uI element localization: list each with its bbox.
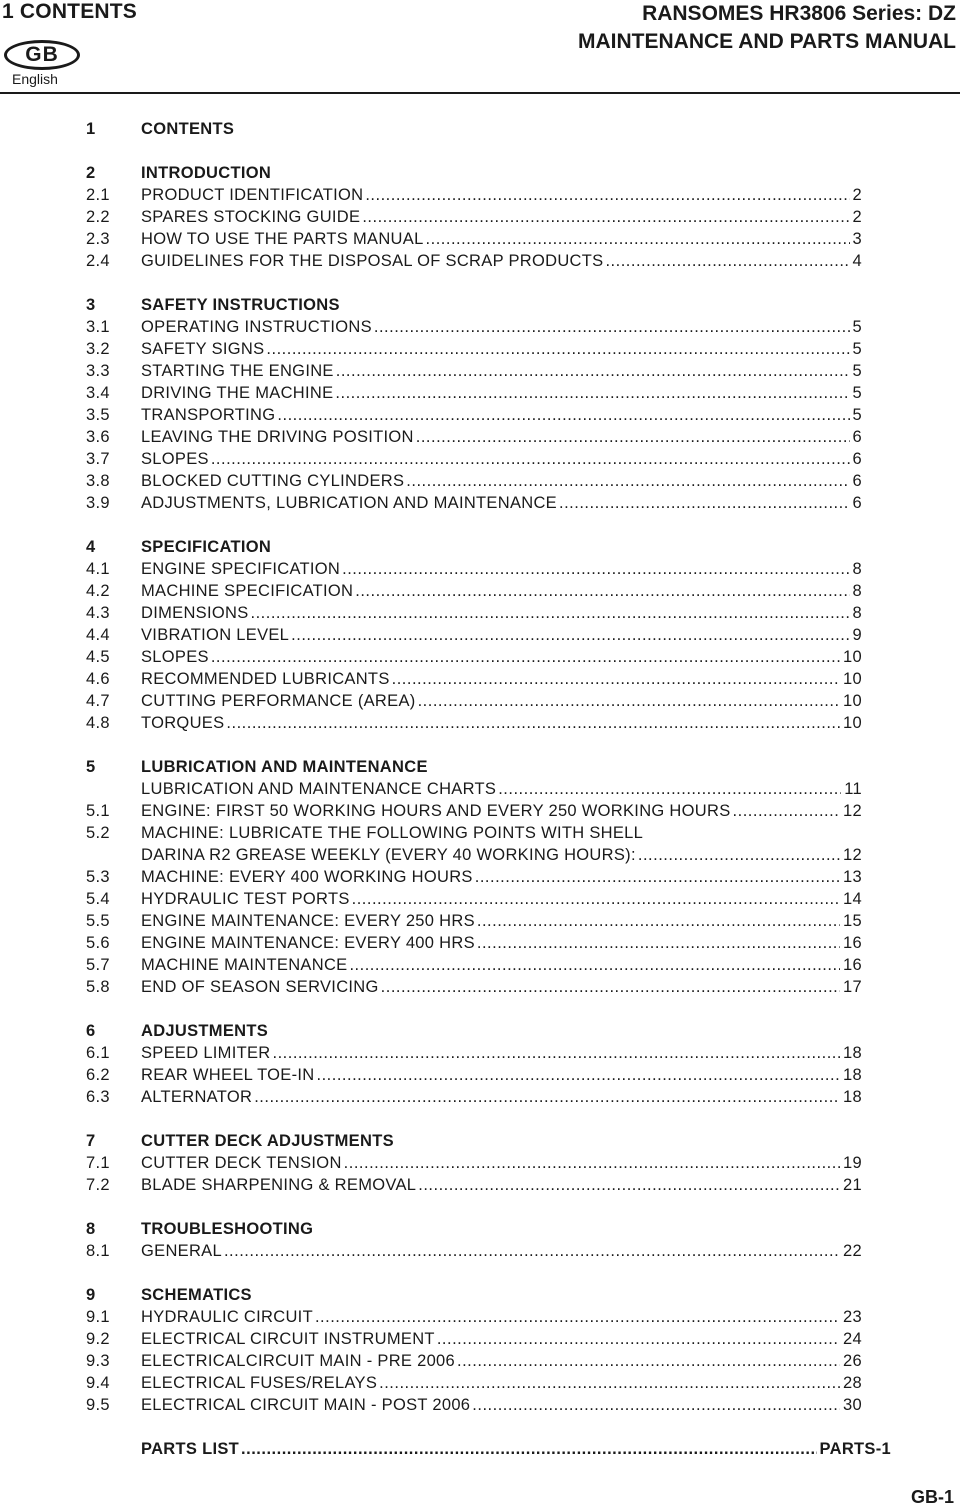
entry-number: 3.3 (86, 362, 110, 380)
section-number: 2 (86, 164, 96, 182)
entry-title: ELECTRICAL FUSES/RELAYS (141, 1374, 378, 1392)
toc-section-1[interactable] (0, 118, 960, 140)
entry-title: SAFETY SIGNS (141, 340, 265, 358)
dot-leader (365, 184, 849, 206)
section-title: SPECIFICATION (141, 538, 272, 556)
entry-title: HYDRAULIC CIRCUIT (141, 1308, 313, 1326)
dot-leader (437, 1328, 840, 1350)
entry-title: VIBRATION LEVEL (141, 626, 290, 644)
entry-number: 7.2 (86, 1176, 110, 1194)
entry-number: 6.1 (86, 1044, 110, 1062)
entry-title: BLADE SHARPENING & REMOVAL (141, 1176, 417, 1194)
dot-leader (379, 1372, 840, 1394)
entry-page: PARTS-1 (819, 1440, 891, 1458)
entry-number: 2.2 (86, 208, 110, 226)
toc-entry[interactable] (0, 866, 960, 888)
manual-title-line1: RANSOMES HR3806 Series: DZ (642, 2, 956, 25)
section-number: 1 (86, 120, 96, 138)
toc-entry-parts-list[interactable] (0, 1438, 960, 1460)
dot-leader (381, 976, 840, 998)
entry-page: 10 (843, 670, 862, 688)
toc-entry[interactable] (0, 646, 960, 668)
entry-page: 2 (852, 208, 862, 226)
gb-oval-logo: GB (4, 40, 80, 70)
entry-title: LUBRICATION AND MAINTENANCE CHARTS (141, 780, 497, 798)
toc-entry-5-2[interactable] (0, 822, 960, 844)
dot-leader (418, 690, 840, 712)
entry-page: 5 (852, 362, 862, 380)
toc-entry[interactable] (0, 360, 960, 382)
entry-title: MACHINE SPECIFICATION (141, 582, 354, 600)
entry-title: ENGINE SPECIFICATION (141, 560, 341, 578)
entry-title: ALTERNATOR (141, 1088, 253, 1106)
entry-number: 3.6 (86, 428, 110, 446)
entry-page: 15 (843, 912, 862, 930)
section-title: INTRODUCTION (141, 164, 272, 182)
toc-entry[interactable] (0, 228, 960, 250)
entry-title: TORQUES (141, 714, 225, 732)
entry-title: GUIDELINES FOR THE DISPOSAL OF SCRAP PRODUCTS (141, 252, 604, 270)
entry-page: 30 (843, 1396, 862, 1414)
entry-title: SPEED LIMITER (141, 1044, 271, 1062)
dot-leader (416, 426, 850, 448)
toc-entry[interactable] (0, 426, 960, 448)
entry-page: 23 (843, 1308, 862, 1326)
section-number: 5 (86, 758, 96, 776)
dot-leader (498, 778, 841, 800)
entry-page: 28 (843, 1374, 862, 1392)
entry-page: 6 (852, 450, 862, 468)
entry-number: 9.1 (86, 1308, 110, 1326)
entry-page: 12 (843, 802, 862, 820)
entry-page: 6 (852, 494, 862, 512)
entry-page: 10 (843, 648, 862, 666)
toc-entry[interactable] (0, 206, 960, 228)
toc-entry[interactable] (0, 1372, 960, 1394)
entry-title: MACHINE: EVERY 400 WORKING HOURS (141, 868, 473, 886)
toc-entry[interactable] (0, 448, 960, 470)
entry-page: 26 (843, 1352, 862, 1370)
entry-number: 5.2 (86, 824, 110, 842)
toc-section-6[interactable] (0, 1020, 960, 1042)
dot-leader (291, 624, 849, 646)
entry-page: 18 (843, 1066, 862, 1084)
dot-leader (733, 800, 841, 822)
entry-title: SLOPES (141, 648, 209, 666)
entry-number: 5.5 (86, 912, 110, 930)
toc-entry[interactable] (0, 1042, 960, 1064)
dot-leader (362, 206, 849, 228)
entry-page: 17 (843, 978, 862, 996)
entry-page: 5 (852, 384, 862, 402)
entry-page: 12 (843, 846, 862, 864)
toc-entry[interactable] (0, 492, 960, 514)
dot-leader (406, 470, 849, 492)
dot-leader (392, 668, 840, 690)
entry-number: 3.8 (86, 472, 110, 490)
entry-page: 5 (852, 340, 862, 358)
toc-entry[interactable] (0, 910, 960, 932)
dot-leader (477, 910, 840, 932)
toc-entry[interactable] (0, 250, 960, 272)
entry-number: 5.7 (86, 956, 110, 974)
header-divider (0, 92, 960, 94)
entry-number: 5.3 (86, 868, 110, 886)
section-title: SAFETY INSTRUCTIONS (141, 296, 340, 314)
entry-number: 5.1 (86, 802, 110, 820)
section-number: 4 (86, 538, 96, 556)
entry-title: ELECTRICAL CIRCUIT MAIN - POST 2006 (141, 1396, 471, 1414)
language-badge (2, 36, 84, 86)
entry-title-line1: MACHINE: LUBRICATE THE FOLLOWING POINTS WITH SHELL (141, 824, 644, 842)
dot-leader (426, 228, 850, 250)
entry-page: 5 (852, 406, 862, 424)
entry-title: LEAVING THE DRIVING POSITION (141, 428, 414, 446)
toc-entry[interactable] (0, 470, 960, 492)
section-title: TROUBLESHOOTING (141, 1220, 314, 1238)
entry-number: 6.2 (86, 1066, 110, 1084)
entry-title: CUTTER DECK TENSION (141, 1154, 342, 1172)
toc-entry[interactable] (0, 888, 960, 910)
entry-title: CUTTING PERFORMANCE (AREA) (141, 692, 416, 710)
toc-entry[interactable] (0, 1394, 960, 1416)
toc-entry[interactable] (0, 668, 960, 690)
toc-entry[interactable] (0, 1174, 960, 1196)
dot-leader (472, 1394, 840, 1416)
dot-leader (317, 1064, 841, 1086)
dot-leader (241, 1438, 817, 1460)
entry-number: 4.6 (86, 670, 110, 688)
entry-number: 4.1 (86, 560, 110, 578)
entry-page: 3 (852, 230, 862, 248)
toc-entry[interactable] (0, 404, 960, 426)
dot-leader (277, 404, 849, 426)
toc-entry[interactable] (0, 1064, 960, 1086)
entry-page: 11 (844, 780, 862, 798)
dot-leader (266, 338, 849, 360)
toc-entry[interactable] (0, 690, 960, 712)
dot-leader (336, 360, 850, 382)
toc-entry[interactable] (0, 580, 960, 602)
entry-title: PRODUCT IDENTIFICATION (141, 186, 364, 204)
entry-title: STARTING THE ENGINE (141, 362, 334, 380)
dot-leader (342, 558, 849, 580)
section-title: LUBRICATION AND MAINTENANCE (141, 758, 428, 776)
entry-number: 3.5 (86, 406, 110, 424)
entry-number: 4.3 (86, 604, 110, 622)
entry-page: 9 (852, 626, 862, 644)
entry-title: ELECTRICAL CIRCUIT INSTRUMENT (141, 1330, 435, 1348)
section-title: CUTTER DECK ADJUSTMENTS (141, 1132, 394, 1150)
toc-section-8[interactable] (0, 1218, 960, 1240)
entry-page: 10 (843, 714, 862, 732)
entry-title: MACHINE MAINTENANCE (141, 956, 348, 974)
entry-page: 18 (843, 1088, 862, 1106)
entry-page: 8 (852, 582, 862, 600)
entry-page: 13 (843, 868, 862, 886)
entry-number: 2.1 (86, 186, 110, 204)
dot-leader (374, 316, 850, 338)
entry-number: 5.6 (86, 934, 110, 952)
toc-entry[interactable] (0, 382, 960, 404)
toc-entry-5-2-cont[interactable] (0, 844, 960, 866)
entry-page: 10 (843, 692, 862, 710)
toc-entry[interactable] (0, 338, 960, 360)
section-title: ADJUSTMENTS (141, 1022, 269, 1040)
toc-entry[interactable] (0, 602, 960, 624)
toc-entry[interactable] (0, 558, 960, 580)
entry-number: 7.1 (86, 1154, 110, 1172)
entry-page: 16 (843, 956, 862, 974)
entry-page: 8 (852, 604, 862, 622)
entry-number: 9.5 (86, 1396, 110, 1414)
toc-entry[interactable] (0, 1086, 960, 1108)
toc-entry[interactable] (0, 1152, 960, 1174)
manual-title-line2: MAINTENANCE AND PARTS MANUAL (578, 30, 956, 53)
entry-page: 18 (843, 1044, 862, 1062)
entry-page: 21 (843, 1176, 862, 1194)
entry-title: OPERATING INSTRUCTIONS (141, 318, 372, 336)
manual-title (578, 0, 956, 56)
toc-section-7[interactable] (0, 1130, 960, 1152)
toc-section-3[interactable] (0, 294, 960, 316)
dot-leader (349, 954, 840, 976)
entry-title: ENGINE MAINTENANCE: EVERY 400 HRS (141, 934, 475, 952)
entry-page: 4 (852, 252, 862, 270)
entry-number: 4.2 (86, 582, 110, 600)
entry-page: 2 (852, 186, 862, 204)
section-number: 3 (86, 296, 96, 314)
toc-entry[interactable] (0, 184, 960, 206)
entry-number: 3.9 (86, 494, 110, 512)
entry-title: PARTS LIST (141, 1440, 240, 1458)
entry-number: 2.3 (86, 230, 110, 248)
dot-leader (254, 1086, 840, 1108)
entry-title: REAR WHEEL TOE-IN (141, 1066, 315, 1084)
section-title: CONTENTS (141, 120, 235, 138)
table-of-contents (0, 118, 960, 1460)
entry-title: TRANSPORTING (141, 406, 276, 424)
entry-number: 8.1 (86, 1242, 110, 1260)
entry-number: 3.1 (86, 318, 110, 336)
entry-number: 4.7 (86, 692, 110, 710)
entry-title: DRIVING THE MACHINE (141, 384, 334, 402)
entry-page: 19 (843, 1154, 862, 1172)
toc-entry[interactable] (0, 316, 960, 338)
dot-leader (315, 1306, 840, 1328)
dot-leader (352, 888, 840, 910)
toc-entry[interactable] (0, 1306, 960, 1328)
entry-number: 9.2 (86, 1330, 110, 1348)
chapter-heading: 1 CONTENTS (2, 0, 138, 23)
entry-number: 2.4 (86, 252, 110, 270)
entry-title: ADJUSTMENTS, LUBRICATION AND MAINTENANCE (141, 494, 557, 512)
entry-number: 9.3 (86, 1352, 110, 1370)
entry-title: GENERAL (141, 1242, 222, 1260)
dot-leader (457, 1350, 840, 1372)
entry-title: SLOPES (141, 450, 209, 468)
entry-page: 5 (852, 318, 862, 336)
dot-leader (211, 448, 850, 470)
section-number: 7 (86, 1132, 96, 1150)
entry-title-line2: DARINA R2 GREASE WEEKLY (EVERY 40 WORKING HOURS): (141, 846, 636, 864)
toc-entry-charts[interactable] (0, 778, 960, 800)
toc-entry[interactable] (0, 624, 960, 646)
dot-leader (226, 712, 840, 734)
dot-leader (251, 602, 850, 624)
toc-entry[interactable] (0, 954, 960, 976)
toc-entry[interactable] (0, 976, 960, 998)
entry-title: DIMENSIONS (141, 604, 249, 622)
entry-number: 4.8 (86, 714, 110, 732)
entry-title: END OF SEASON SERVICING (141, 978, 379, 996)
section-number: 8 (86, 1220, 96, 1238)
entry-number: 3.4 (86, 384, 110, 402)
section-number: 9 (86, 1286, 96, 1304)
dot-leader (477, 932, 840, 954)
entry-title: RECOMMENDED LUBRICANTS (141, 670, 390, 688)
entry-title: ENGINE MAINTENANCE: EVERY 250 HRS (141, 912, 475, 930)
dot-leader (355, 580, 849, 602)
entry-title: HYDRAULIC TEST PORTS (141, 890, 350, 908)
dot-leader (211, 646, 840, 668)
toc-section-9[interactable] (0, 1284, 960, 1306)
section-title: SCHEMATICS (141, 1286, 252, 1304)
entry-number: 3.7 (86, 450, 110, 468)
toc-entry[interactable] (0, 932, 960, 954)
toc-section-4[interactable] (0, 536, 960, 558)
dot-leader (475, 866, 840, 888)
entry-page: 8 (852, 560, 862, 578)
entry-number: 5.4 (86, 890, 110, 908)
entry-page: 24 (843, 1330, 862, 1348)
dot-leader (605, 250, 849, 272)
entry-number: 4.5 (86, 648, 110, 666)
dot-leader (273, 1042, 841, 1064)
toc-entry[interactable] (0, 1350, 960, 1372)
toc-entry[interactable] (0, 1328, 960, 1350)
toc-entry-5-1[interactable] (0, 800, 960, 822)
entry-page: 14 (843, 890, 862, 908)
entry-page: 6 (852, 472, 862, 490)
entry-page: 16 (843, 934, 862, 952)
entry-title: HOW TO USE THE PARTS MANUAL (141, 230, 424, 248)
entry-number: 9.4 (86, 1374, 110, 1392)
dot-leader (335, 382, 849, 404)
dot-leader (638, 844, 840, 866)
dot-leader (559, 492, 850, 514)
toc-entry[interactable] (0, 1240, 960, 1262)
entry-page: 22 (843, 1242, 862, 1260)
toc-entry[interactable] (0, 712, 960, 734)
entry-number: 4.4 (86, 626, 110, 644)
entry-title: ELECTRICALCIRCUIT MAIN - PRE 2006 (141, 1352, 456, 1370)
entry-number: 5.8 (86, 978, 110, 996)
toc-section-5[interactable] (0, 756, 960, 778)
dot-leader (224, 1240, 840, 1262)
entry-title: ENGINE: FIRST 50 WORKING HOURS AND EVERY 250 WORKING HOURS (141, 802, 731, 820)
entry-title: SPARES STOCKING GUIDE (141, 208, 361, 226)
page-number: GB-1 (910, 1487, 954, 1507)
dot-leader (344, 1152, 840, 1174)
entry-number: 3.2 (86, 340, 110, 358)
section-number: 6 (86, 1022, 96, 1040)
entry-number: 6.3 (86, 1088, 110, 1106)
entry-title: BLOCKED CUTTING CYLINDERS (141, 472, 405, 490)
toc-section-2[interactable] (0, 162, 960, 184)
entry-page: 6 (852, 428, 862, 446)
dot-leader (418, 1174, 840, 1196)
language-label: English (12, 71, 58, 87)
